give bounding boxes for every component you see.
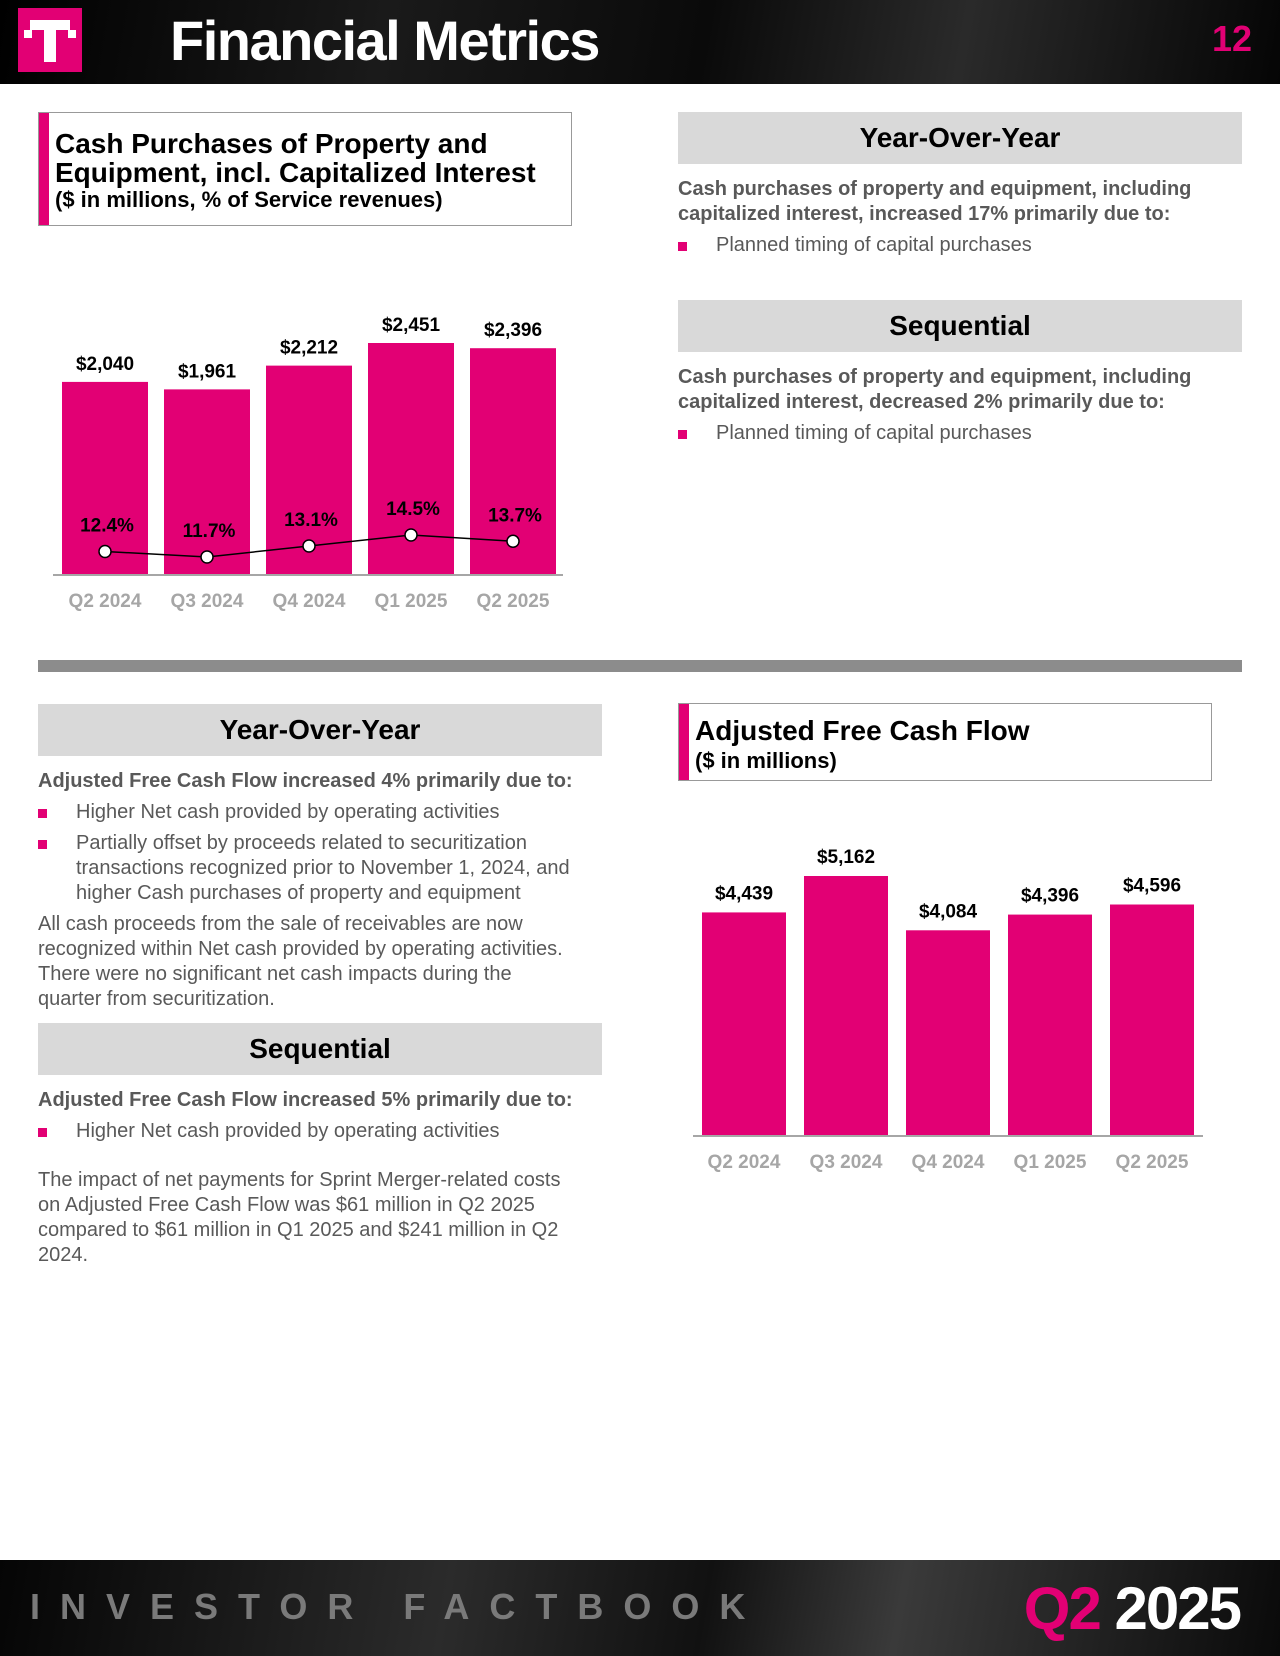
afcf-bar-label: $5,162 <box>816 847 876 868</box>
capex-pct-label: 11.7% <box>182 521 236 542</box>
afcf-title: Adjusted Free Cash Flow <box>695 715 1030 746</box>
bullet-text: Planned timing of capital purchases <box>716 234 1032 256</box>
list-item <box>38 831 598 907</box>
list-item <box>38 1119 598 1145</box>
capex-seq-heading: Sequential <box>678 300 1242 352</box>
capex-subtitle: ($ in millions, % of Service revenues) <box>55 187 443 212</box>
afcf-bar-label: $4,596 <box>1122 875 1182 897</box>
afcf-x-tick: Q3 2024 <box>809 1152 883 1173</box>
afcf-yoy-para-2: recognized within Net cash provided by operating activities. <box>38 938 563 960</box>
footer-quarter: Q2 <box>1023 1575 1100 1642</box>
bullet-text: Higher Net cash provided by operating activities <box>76 1120 500 1142</box>
afcf-bar-label: $4,084 <box>918 901 978 923</box>
afcf-bar-chart <box>678 830 1218 1180</box>
afcf-seq-para-1: The impact of net payments for Sprint Merger-related costs <box>38 1169 561 1191</box>
footer-period <box>1024 1574 1240 1643</box>
afcf-yoy-para-1: All cash proceeds from the sale of receivables are now <box>38 913 523 935</box>
header-bar <box>0 0 1280 84</box>
bullet-square-icon <box>38 840 47 849</box>
capex-bar-label: $2,451 <box>381 315 441 336</box>
bullet-text-line3: higher Cash purchases of property and equipment <box>76 882 521 904</box>
capex-pct-label: 13.1% <box>284 510 338 531</box>
afcf-bar <box>906 930 990 1136</box>
title-accent <box>39 113 49 225</box>
bullet-square-icon <box>678 430 687 439</box>
footer-year: 2025 <box>1114 1575 1240 1642</box>
capex-pct-point <box>303 540 315 552</box>
page-title: Financial Metrics <box>170 9 599 72</box>
afcf-x-tick: Q2 2024 <box>707 1152 781 1173</box>
footer-bar <box>0 1560 1280 1656</box>
afcf-yoy-heading: Year-Over-Year <box>38 704 602 756</box>
footer-label: INVESTOR FACTBOOK <box>30 1586 766 1627</box>
bullet-text-line2: transactions recognized prior to November 1, 2024, and <box>76 857 570 879</box>
bullet-text-line1: Partially offset by proceeds related to securitization <box>76 832 527 854</box>
capex-bar-chart <box>38 300 578 620</box>
capex-seq-lead-2: capitalized interest, decreased 2% primarily due to: <box>678 391 1165 413</box>
bullet-square-icon <box>38 1128 47 1137</box>
capex-chart-title-box <box>38 112 572 226</box>
afcf-bar <box>804 876 888 1136</box>
tmobile-logo <box>18 8 82 72</box>
afcf-bar-label: $4,396 <box>1020 885 1080 907</box>
capex-x-tick: Q2 2025 <box>476 591 550 612</box>
bullet-square-icon <box>38 809 47 818</box>
afcf-bar <box>1008 915 1092 1136</box>
capex-title-line2: Equipment, incl. Capitalized Interest <box>55 157 536 188</box>
capex-x-tick: Q1 2025 <box>374 591 448 612</box>
afcf-x-tick: Q1 2025 <box>1013 1152 1087 1173</box>
capex-yoy-heading: Year-Over-Year <box>678 112 1242 164</box>
afcf-yoy-para-4: quarter from securitization. <box>38 988 275 1010</box>
afcf-chart-title-box <box>678 703 1212 781</box>
capex-bar-label: $2,396 <box>483 320 543 342</box>
afcf-yoy-para-3: There were no significant net cash impacts during the <box>38 963 512 985</box>
capex-x-tick: Q2 2024 <box>68 591 142 612</box>
afcf-bar <box>702 912 786 1136</box>
capex-pct-label: 14.5% <box>386 499 440 520</box>
capex-pct-point <box>201 551 213 563</box>
afcf-seq-heading: Sequential <box>38 1023 602 1075</box>
afcf-bar <box>1110 905 1194 1136</box>
capex-yoy-lead-1: Cash purchases of property and equipment, including <box>678 178 1192 200</box>
afcf-seq-para-3: compared to $61 million in Q1 2025 and $241 million in Q2 <box>38 1219 559 1241</box>
afcf-x-tick: Q2 2025 <box>1115 1152 1189 1173</box>
capex-pct-point <box>405 529 417 541</box>
capex-seq-lead-1: Cash purchases of property and equipment, including <box>678 366 1192 388</box>
capex-title-line1: Cash Purchases of Property and <box>55 128 488 159</box>
afcf-subtitle: ($ in millions) <box>695 748 837 773</box>
afcf-bar-label: $4,439 <box>714 883 774 905</box>
capex-pct-label: 12.4% <box>80 515 134 537</box>
capex-bar-label: $1,961 <box>177 361 237 383</box>
afcf-x-tick: Q4 2024 <box>911 1152 985 1173</box>
capex-x-tick: Q4 2024 <box>272 591 346 612</box>
capex-pct-point <box>99 546 111 558</box>
afcf-seq-para-2: on Adjusted Free Cash Flow was $61 million in Q2 2025 <box>38 1194 535 1216</box>
bullet-text: Higher Net cash provided by operating activities <box>76 801 500 823</box>
list-item <box>678 233 1238 259</box>
bullet-square-icon <box>678 242 687 251</box>
section-divider <box>38 660 1242 672</box>
afcf-seq-para-4: 2024. <box>38 1244 89 1266</box>
afcf-yoy-lead: Adjusted Free Cash Flow increased 4% primarily due to: <box>38 770 573 792</box>
capex-bar-label: $2,212 <box>279 337 339 359</box>
afcf-seq-lead: Adjusted Free Cash Flow increased 5% primarily due to: <box>38 1089 573 1111</box>
list-item <box>38 800 598 826</box>
capex-x-tick: Q3 2024 <box>170 591 244 612</box>
list-item <box>678 421 1238 447</box>
title-accent <box>679 704 689 780</box>
capex-pct-point <box>507 535 519 547</box>
capex-pct-label: 13.7% <box>488 505 542 527</box>
capex-bar-label: $2,040 <box>75 353 135 375</box>
capex-yoy-lead-2: capitalized interest, increased 17% primarily due to: <box>678 203 1171 225</box>
page-number: 12 <box>1211 18 1252 59</box>
capex-bar <box>164 389 250 575</box>
bullet-text: Planned timing of capital purchases <box>716 422 1032 444</box>
